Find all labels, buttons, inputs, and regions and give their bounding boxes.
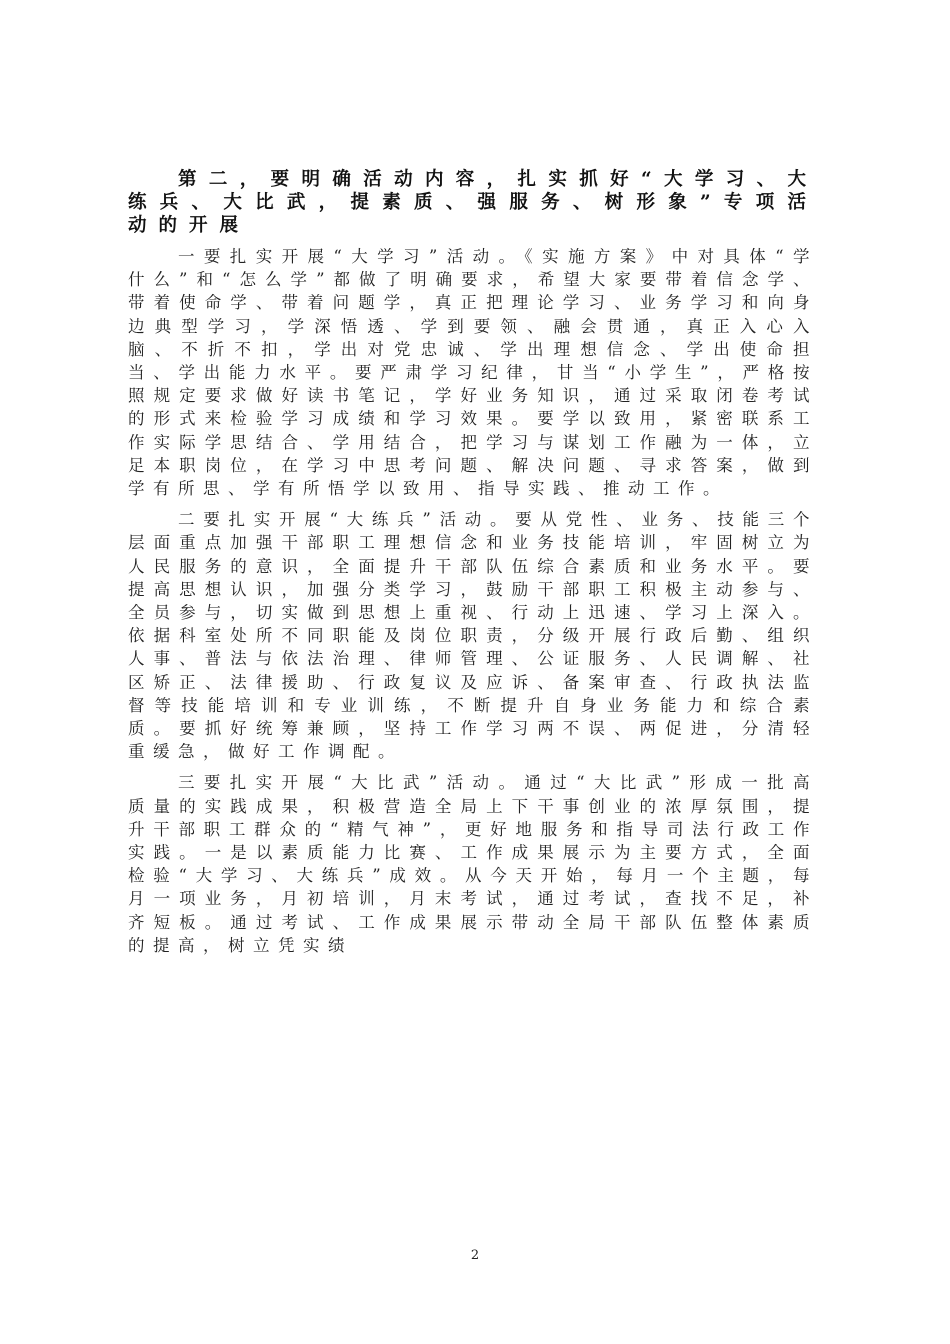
section-heading: 第二，要明确活动内容，扎实抓好“大学习、大练兵、大比武，提素质、强服务、树形象”专项活动的开展: [128, 169, 818, 236]
paragraph-big-training: 二要扎实开展“大练兵”活动。要从党性、业务、技能三个层面重点加强干部职工理想信念和业务技能培训，牢固树立为人民服务的意识，全面提升干部队伍综合素质和业务水平。要提高思想认识，加强分类学习，鼓励干部职工积极主动参与、全员参与，切实做到思想上重视、行动上迅速、学习上深入。依据科室处所不同职能及岗位职责，分级开展行政后勤、组织人事、普法与依法治理、律师管理、公证服务、人民调解、社区矫正、法律援助、行政复议及应诉、备案审查、行政执法监督等技能培训和专业训练，不断提升自身业务能力和综合素质。要抓好统筹兼顾，坚持工作学习两不误、两促进，分清轻重缓急，做好工作调配。: [128, 510, 818, 762]
paragraph-big-study: 一要扎实开展“大学习”活动。《实施方案》中对具体“学什么”和“怎么学”都做了明确要求，希望大家要带着信念学、带着使命学、带着问题学，真正把理论学习、业务学习和向身边典型学习，学深悟透、学到要领、融会贯通，真正入心入脑、不折不扣，学出对党忠诚、学出理想信念、学出使命担当、学出能力水平。要严肃学习纪律，甘当“小学生”，严格按照规定要求做好读书笔记，学好业务知识，通过采取闭卷考试的形式来检验学习成绩和学习效果。要学以致用，紧密联系工作实际学思结合、学用结合，把学习与谋划工作融为一体，立足本职岗位，在学习中思考问题、解决问题、寻求答案，做到学有所思、学有所悟学以致用、指导实践、推动工作。: [128, 247, 818, 499]
paragraph-big-competition: 三要扎实开展“大比武”活动。通过“大比武”形成一批高质量的实践成果，积极营造全局上下干事创业的浓厚氛围，提升干部职工群众的“精气神”，更好地服务和指导司法行政工作实践。一是以素质能力比赛、工作成果展示为主要方式，全面检验“大学习、大练兵”成效。从今天开始，每月一个主题，每月一项业务，月初培训，月末考试，通过考试，查找不足，补齐短板。通过考试、工作成果展示带动全局干部队伍整体素质的提高，树立凭实绩: [128, 773, 818, 955]
page-number: 2: [470, 1248, 480, 1263]
document-body: [128, 168, 818, 965]
